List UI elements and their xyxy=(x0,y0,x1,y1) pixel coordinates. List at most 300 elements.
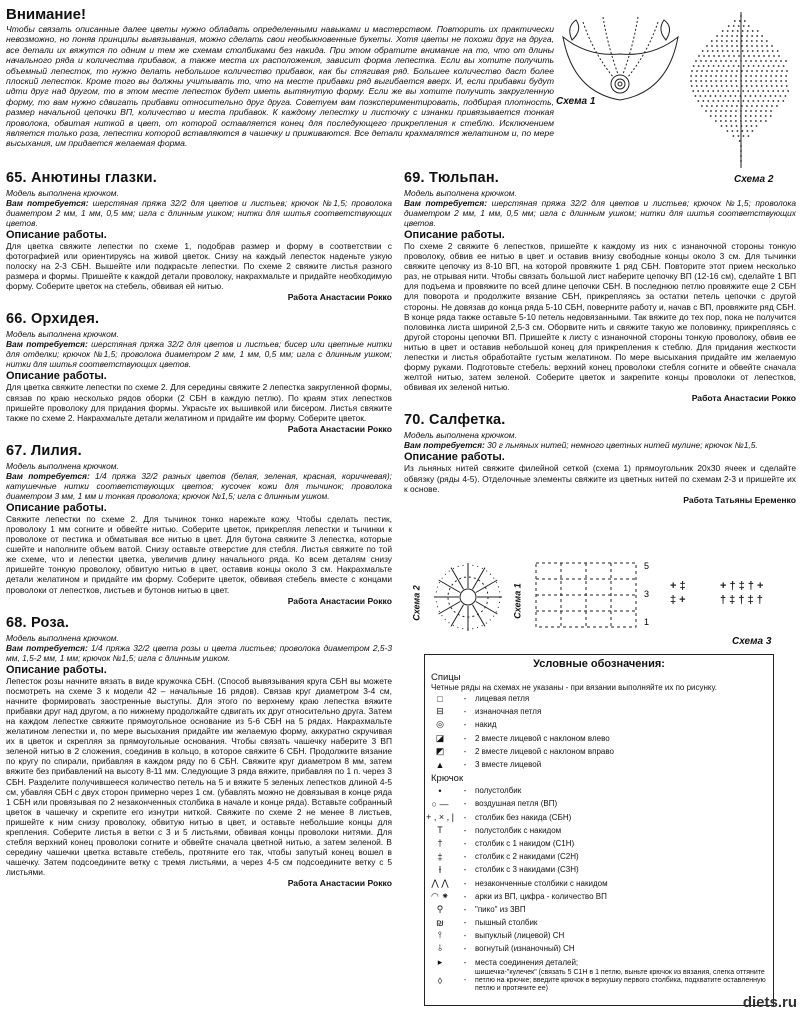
leaf-dot xyxy=(765,60,767,62)
leaf-dot xyxy=(692,90,694,92)
leaf-dot xyxy=(697,100,699,102)
crochet-label: арки из ВП, цифра - количество ВП xyxy=(475,891,607,901)
napkin-scheme-3-label: Схема 3 xyxy=(732,636,772,647)
leaf-dot xyxy=(727,30,729,32)
leaf-dot xyxy=(748,65,750,67)
legend-box xyxy=(424,654,774,1006)
leaf-dot xyxy=(755,75,757,77)
leaf-dot xyxy=(698,65,700,67)
scheme-2-motif-center xyxy=(460,589,476,605)
leaf-dots xyxy=(690,15,789,162)
leaf-dot xyxy=(733,65,735,67)
leaf-dot xyxy=(739,20,741,22)
leaf-dot xyxy=(778,65,780,67)
leaf-dot xyxy=(720,120,722,122)
leaf-dot xyxy=(716,40,718,42)
crochet-row xyxy=(425,837,773,850)
section-66-model: Модель выполнена крючком. xyxy=(6,329,119,340)
crochet-row xyxy=(425,929,773,942)
section-67-model: Модель выполнена крючком. xyxy=(6,460,119,471)
leaf-dot xyxy=(748,25,750,27)
leaf-dot xyxy=(713,55,715,57)
leaf-dot xyxy=(711,45,713,47)
leaf-dot xyxy=(751,85,753,87)
leaf-dot xyxy=(695,60,697,62)
leaf-dot xyxy=(742,50,744,52)
leaf-dot xyxy=(746,125,748,127)
leaf-dot xyxy=(785,60,787,62)
crochet-row xyxy=(425,797,773,810)
section-67-credit: Работа Анастасии Рокко xyxy=(287,595,392,606)
leaf-dot xyxy=(747,100,749,102)
leaf-dot xyxy=(786,70,788,72)
leaf-dot xyxy=(712,90,714,92)
section-69-model: Модель выполнена крючком. xyxy=(404,188,517,198)
leaf-dot xyxy=(755,80,757,82)
section-70-title: 70. Салфетка. xyxy=(404,412,506,429)
knit-symbol-icon: ◩ xyxy=(435,745,445,756)
leaf-dot xyxy=(757,100,759,102)
leaf-dot xyxy=(757,30,759,32)
leaf-dot xyxy=(761,105,763,107)
leaf-dot xyxy=(700,80,702,82)
leaf-dot xyxy=(720,110,722,112)
leaf-dot xyxy=(756,125,758,127)
leaf-dot xyxy=(718,55,720,57)
knit-symbol-icon: ⊟ xyxy=(436,706,444,717)
crochet-symbol-icon: † xyxy=(437,838,443,849)
leaf-dot xyxy=(708,65,710,67)
right-column xyxy=(404,170,796,514)
leaf-dot xyxy=(691,85,693,87)
leaf-dot xyxy=(706,105,708,107)
leaf-dot xyxy=(773,65,775,67)
leaf-dot xyxy=(757,50,759,52)
dash: - xyxy=(463,957,467,967)
leaf-dot xyxy=(735,80,737,82)
leaf-dot xyxy=(721,40,723,42)
leaf-dot xyxy=(721,105,723,107)
section-70-work-heading: Описание работы. xyxy=(404,451,505,464)
svg-text:+ † ‡ † +: + † ‡ † + xyxy=(720,580,764,592)
section-65-credit: Работа Анастасии Рокко xyxy=(287,292,392,303)
leaf-dot xyxy=(726,105,728,107)
leaf-dot xyxy=(716,35,718,37)
leaf-dot xyxy=(716,105,718,107)
leaf-dot xyxy=(775,80,777,82)
crochet-label: шишечка-"кулечек" (связать 5 С1Н в 1 петлю, выньте крючок из вязания, слегка оттяните петлю на крючке; введите крючок в верхушку первого столбика, подхватите оставленную петлю и протяните ее) xyxy=(475,968,766,992)
section-66-credit: Работа Анастасии Рокко xyxy=(287,423,392,434)
crochet-row xyxy=(425,916,773,929)
leaf-dot xyxy=(766,45,768,47)
leaf-dot xyxy=(726,40,728,42)
section-65-model: Модель выполнена крючком. xyxy=(6,188,119,198)
leaf-dot xyxy=(747,50,749,52)
leaf-dot xyxy=(732,130,734,132)
section-65-materials: Вам потребуется: шерстяная пряжа 32/2 для цветов и листьев; крючок №1,5; проволока диаметром 2 мм, 1 мм, 0,5 мм; игла с длинным ушком; нитки для шитья соответствующих цветов. xyxy=(6,198,392,228)
leaf-dot xyxy=(762,100,764,102)
crochet-label: вогнутый (изнаночный) СН xyxy=(475,944,575,954)
dash: - xyxy=(463,733,467,743)
knit-label: лицевая петля xyxy=(475,694,530,704)
crochet-label: выпуклый (лицевой) СН xyxy=(475,931,565,941)
leaf-dot xyxy=(736,35,738,37)
crochet-row xyxy=(425,903,773,916)
section-70-credit: Работа Татьяны Еременко xyxy=(683,494,796,505)
leaf-dot xyxy=(736,45,738,47)
leaf-dot xyxy=(737,50,739,52)
leaf-dot xyxy=(745,95,747,97)
leaf-dot xyxy=(785,80,787,82)
section-67-title: 67. Лилия. xyxy=(6,442,82,459)
leaf-dot xyxy=(715,110,717,112)
leaf-dot xyxy=(746,40,748,42)
leaf-dot xyxy=(781,85,783,87)
leaf-dot xyxy=(746,105,748,107)
crochet-symbol-icon: ○ — xyxy=(431,798,449,809)
leaf-dot xyxy=(730,110,732,112)
svg-text:+ ‡: + ‡ xyxy=(670,580,686,592)
section-70-model: Модель выполнена крючком. xyxy=(404,430,517,441)
crochet-symbol-icon: T xyxy=(437,825,443,836)
leaf-dot xyxy=(760,75,762,77)
leaf-dot xyxy=(716,70,718,72)
leaf-dot xyxy=(747,90,749,92)
leaf-dot xyxy=(771,105,773,107)
legend-crochet-group: Крючок xyxy=(431,773,464,785)
section-68-materials: Вам потребуется: 1/4 пряжа 32/2 цвета розы и цвета листьев; проволока диаметром 2,5-3 мм, 1,5-2 мм, 1 мм; крючок №1,5; игла с длинным ушком. xyxy=(6,642,392,663)
leaf-dot xyxy=(711,85,713,87)
leaf-dot xyxy=(778,55,780,57)
crochet-label: воздушная петля (ВП) xyxy=(475,799,558,809)
leaf-dot xyxy=(707,100,709,102)
leaf-dot xyxy=(710,80,712,82)
leaf-dot xyxy=(748,55,750,57)
svg-text:‡ +: ‡ + xyxy=(670,594,686,606)
knit-symbol-icon: ◎ xyxy=(436,719,444,730)
crochet-label: незаконченные столбики с накидом xyxy=(475,878,608,888)
leaf-dot xyxy=(761,85,763,87)
leaf-dot xyxy=(696,70,698,72)
knit-label: 3 вместе лицевой xyxy=(475,760,542,770)
leaf-dot xyxy=(766,40,768,42)
leaf-dot xyxy=(745,75,747,77)
leaf-dot xyxy=(730,115,732,117)
leaf-dot xyxy=(752,90,754,92)
crochet-label: столбик без накида (СБН) xyxy=(475,812,572,822)
dash: - xyxy=(463,825,467,835)
leaf-dot xyxy=(723,55,725,57)
dash: - xyxy=(463,976,467,984)
leaf-dot xyxy=(712,100,714,102)
leaf-dot xyxy=(765,95,767,97)
leaf-dot xyxy=(736,125,738,127)
scheme-2-label: Схема 2 xyxy=(734,174,774,185)
leaf-dot xyxy=(706,70,708,72)
leaf-dot xyxy=(720,115,722,117)
legend-crochet-list xyxy=(425,784,773,993)
leaf-dot xyxy=(732,100,734,102)
leaf-dot xyxy=(730,60,732,62)
leaf-dot xyxy=(720,60,722,62)
leaf-dot xyxy=(760,80,762,82)
leaf-dot xyxy=(776,85,778,87)
leaf-dot xyxy=(695,80,697,82)
leaf-dot xyxy=(767,90,769,92)
scheme-1-label: Схема 1 xyxy=(556,96,596,107)
crochet-row xyxy=(425,824,773,837)
knit-row xyxy=(425,732,773,745)
leaf-dot xyxy=(747,130,749,132)
leaf-dot xyxy=(777,90,779,92)
knit-label: 2 вместе лицевой с наклоном влево xyxy=(475,733,610,743)
leaf-dot xyxy=(734,20,736,22)
leaf-dot xyxy=(752,130,754,132)
leaf-dot xyxy=(712,50,714,52)
leaf-dot xyxy=(758,65,760,67)
leaf-dot xyxy=(745,60,747,62)
dash: - xyxy=(463,878,467,888)
leaf-dot xyxy=(736,105,738,107)
dash: - xyxy=(463,720,467,730)
dash: - xyxy=(463,931,467,941)
leaf-dot xyxy=(765,75,767,77)
leaf-dot xyxy=(745,115,747,117)
leaf-dot xyxy=(718,65,720,67)
leaf-dot xyxy=(716,85,718,87)
crochet-symbol-icon: ₪ xyxy=(436,917,444,928)
crochet-row xyxy=(425,850,773,863)
crochet-symbol-icon: ⫰ xyxy=(438,943,442,954)
scheme-3-num-3: 3 xyxy=(644,589,650,599)
leaf-dot xyxy=(777,100,779,102)
crochet-symbol-icon: ◠ ⁕ xyxy=(431,890,449,901)
leaf-dot xyxy=(763,55,765,57)
leaf-dot xyxy=(756,45,758,47)
leaf-dot xyxy=(723,65,725,67)
leaf-dot xyxy=(739,140,741,142)
crochet-label: полустолбик с накидом xyxy=(475,825,562,835)
leaf-dot xyxy=(725,80,727,82)
knit-label: изнаночная петля xyxy=(475,707,542,717)
leaf-dot xyxy=(771,85,773,87)
leaf-dot xyxy=(785,75,787,77)
section-69-title: 69. Тюльпан. xyxy=(404,170,500,186)
center-ring xyxy=(611,75,629,93)
crochet-row xyxy=(425,890,773,903)
leaf-dot xyxy=(770,115,772,117)
leaf-dot xyxy=(738,65,740,67)
leaf-dot xyxy=(715,80,717,82)
leaf-dot xyxy=(690,80,692,82)
scheme-3-num-5: 5 xyxy=(644,561,650,571)
leaf-dot xyxy=(763,65,765,67)
section-68-work-text: Лепесток розы начните вязать в виде кружочка СБН. (Способ вывязывания круга СБН вы можете посмотреть на схеме 3 к модели 42 – начальные 16 рядов). Связав круг диаметром 3-4 см, начните формировать заостренные выступы. Для этого по верхнему краю лепестка вяжите прибавки друг над другом, а по нижнему продолжайте сдвигать их друг относительно друга. Затем на каждом лепестке свяжите прямоугольное основание из 5-6 СБН на 5 рядах. Накрахмальте желатином лепестки и, по мере высыхания придайте им желаемую форму, аккуратно скручивая их в цветок и скрепляя за прямоугольные основания. Чтобы связать чашечку наберите 3 ВП зеленой нитью в 2 сложения, соединив в кольцо, в которое свяжите 6 СБН. Продолжите вязание по кругу по спирали, прибавляя в каждом ряду по 6 СБН. Свяжите круг диаметром 8 мм, затем вяжите без прибавлений на высоту 8-11 мм. Следующие 3 ряда вяжите, прибавляя по 1 п. через 3 СБН. Разделите получившееся количество петель на 5 и вяжите 5 зеленых лепестков длиной 4-5 см, убавляя СБН с двух сторон примерно через 1 см. (убавлять можно не довязывая в конце ряда 1 СБН или провязывая по 2 незаконченных столбика в начале и конце ряда). Вставьте собранный цветок в чашечку и скрепите его изнутри ниткой. Свяжите по схеме 2 не менее 8 листьев, пришейте к ним снизу проволоку, обвитую нитью в цвет, и оставьте небольшие концы для крепления. Соберите листья в ветки с 3 и 5 листьями, обвивая концы проволоки нитями. Для стебля верхний конец проволоки согните и обвейте сначала цветной нитью, а затем зеленой. В середину чашечки цветка вставьте стебель, протяните его так, чтобы запутый конец вошел в чашечку. Затем подсоедините ветку с тремя листьями, а через 4-5 см подсоедините ветку с 5 листьями. xyxy=(6,675,392,878)
legend-title: Условные обозначения: xyxy=(533,658,665,670)
section-65-work-heading: Описание работы. xyxy=(6,229,107,241)
leaf-dot xyxy=(707,50,709,52)
leaf-dot xyxy=(762,90,764,92)
dash: - xyxy=(463,904,467,914)
motif-ray xyxy=(439,580,461,593)
leaf-dot xyxy=(725,120,727,122)
section-65-work-text: Для цветка свяжите лепестки по схеме 1, подобрав размер и форму в соответствии с фотографией или ориентируясь на живой цветок. Снизу на каждый лепесток наденьте узкую полоску на 2-3 СБН. Вышейте или подкрасьте лепестки. По схеме 2 свяжите листья разного размера и формы. Пришейте к каждой детали проволоку, накрахмальте и придайте необходимую форму. Соберите цветок на стебель, обвивая ей нитью. xyxy=(6,241,392,292)
leaf-dot xyxy=(721,45,723,47)
leaf-dot xyxy=(703,65,705,67)
leaf-dot xyxy=(780,80,782,82)
leaf-dot xyxy=(700,75,702,77)
leaf-dot xyxy=(781,70,783,72)
leaf-dot xyxy=(755,95,757,97)
crochet-label: столбик с 2 накидами (С2Н) xyxy=(475,852,579,862)
dash: - xyxy=(463,918,467,928)
leaf-dot xyxy=(706,45,708,47)
leaf-dot xyxy=(721,35,723,37)
leaf-dot xyxy=(708,55,710,57)
leaf-dot xyxy=(737,90,739,92)
leaf-dot xyxy=(783,65,785,67)
leaf-dot xyxy=(760,110,762,112)
leaf-dot xyxy=(711,70,713,72)
leaf-dot xyxy=(755,120,757,122)
leaf-dot xyxy=(745,80,747,82)
leaf-dot xyxy=(761,35,763,37)
motif-ray xyxy=(473,605,486,627)
leaf-dot xyxy=(775,60,777,62)
leaf-dot xyxy=(727,100,729,102)
leaf-dot xyxy=(703,55,705,57)
section-66-work-text: Для цветка свяжите лепестки по схеме 2. Для середины свяжите 2 лепестка закругленной формы, связав по краю несколько рядов оборки (2 СБН в каждую петлю). По краям этих лепестков пришейте проволоку для придания формы. Украсьте их вышивкой или бисером. Листья свяжите также по схеме 2. Накрахмальте детали желатином и придайте им форму. Соберите цветок. xyxy=(6,382,392,423)
crochet-symbol-icon: ⫯ xyxy=(438,930,442,941)
attention-title: Внимание! xyxy=(6,6,86,23)
leaf-dot xyxy=(762,50,764,52)
leaf-dot xyxy=(690,75,692,77)
leaf-dot xyxy=(705,60,707,62)
leaf-dot xyxy=(710,60,712,62)
leaf-dot xyxy=(735,110,737,112)
knit-row xyxy=(425,705,773,718)
leaf-dot xyxy=(698,55,700,57)
leaf-dot xyxy=(772,100,774,102)
leaf-dot xyxy=(731,70,733,72)
leaf-dot xyxy=(760,95,762,97)
section-69-work-heading: Описание работы. xyxy=(404,229,505,241)
leaf-dot xyxy=(722,90,724,92)
section-68-work-heading: Описание работы. xyxy=(6,663,107,676)
leaf-dot xyxy=(730,95,732,97)
leaf-dot xyxy=(753,65,755,67)
leaf-dot xyxy=(717,100,719,102)
leaf-dot xyxy=(730,120,732,122)
section-68-model: Модель выполнена крючком. xyxy=(6,632,119,643)
crochet-label: столбик с 3 накидами (С3Н) xyxy=(475,865,579,875)
leaf-dot xyxy=(707,90,709,92)
crochet-symbol-icon: ◊ xyxy=(437,975,443,986)
leaf-dot xyxy=(726,125,728,127)
leaf-dot xyxy=(750,95,752,97)
leaf-dot xyxy=(710,110,712,112)
leaf-dot xyxy=(755,115,757,117)
leaf-dot xyxy=(750,75,752,77)
section-65-title: 65. Анютины глазки. xyxy=(6,170,157,186)
leaf-dot xyxy=(750,110,752,112)
leaf-dot xyxy=(746,45,748,47)
leaf-dot xyxy=(711,40,713,42)
leaf-dot xyxy=(775,75,777,77)
crochet-row xyxy=(425,942,773,955)
leaf-dot xyxy=(700,95,702,97)
dash: - xyxy=(463,812,467,822)
leaf-dot xyxy=(746,70,748,72)
napkin-scheme-1-label: Схема 1 xyxy=(512,583,523,619)
leaf-dot xyxy=(786,85,788,87)
leaf-dot xyxy=(706,85,708,87)
leaf-dot xyxy=(695,75,697,77)
leaf-dot xyxy=(756,85,758,87)
leaf-dot xyxy=(702,100,704,102)
svg-text:† ‡ † ‡ †: † ‡ † ‡ † xyxy=(720,594,763,606)
leaf-dot xyxy=(753,55,755,57)
crochet-symbol-icon: • xyxy=(438,785,442,796)
leaf-dot xyxy=(730,75,732,77)
leaf-dot xyxy=(733,55,735,57)
leaf-dot xyxy=(701,70,703,72)
knit-row xyxy=(425,745,773,758)
leaf-dot xyxy=(750,115,752,117)
leaf-dot xyxy=(767,50,769,52)
leaf-dot xyxy=(726,85,728,87)
crochet-label: полустолбик xyxy=(475,786,522,796)
leaf-dot xyxy=(755,110,757,112)
leaf-dot xyxy=(701,105,703,107)
leaf-dot xyxy=(725,60,727,62)
leaf-dot xyxy=(702,90,704,92)
crochet-row xyxy=(425,956,773,969)
leaf-dot xyxy=(696,85,698,87)
dash: - xyxy=(463,865,467,875)
dash: - xyxy=(463,852,467,862)
section-68-credit: Работа Анастасии Рокко xyxy=(287,878,392,889)
leaf-dot xyxy=(728,65,730,67)
leaf-dot xyxy=(731,85,733,87)
leaf-dot xyxy=(713,65,715,67)
leaf-dot xyxy=(735,60,737,62)
section-66-title: 66. Орхидея. xyxy=(6,311,100,328)
leaf-dot xyxy=(722,30,724,32)
leaf-dot xyxy=(746,85,748,87)
leaf-dot xyxy=(731,125,733,127)
leaf-dot xyxy=(736,40,738,42)
leaf-dot xyxy=(705,95,707,97)
scheme-1-figure xyxy=(558,12,683,107)
leaf-dot xyxy=(756,40,758,42)
leaf-dot xyxy=(743,55,745,57)
left-column xyxy=(6,170,392,897)
leaf-dot xyxy=(732,90,734,92)
leaf-dot xyxy=(780,60,782,62)
motif-ray xyxy=(451,568,464,590)
leaf-dot xyxy=(728,55,730,57)
section-69-materials: Вам потребуется: шерстяная пряжа 32/2 для цветов и листьев; крючок №1,5; проволока диаметром 2 мм, 1 мм, 0,5 мм; игла с длинным ушком; нитки для шитья соответствующих цветов. xyxy=(404,198,796,228)
leaf-dot xyxy=(750,80,752,82)
leaf-dot xyxy=(722,100,724,102)
leaf-dot xyxy=(727,90,729,92)
leaf-dot xyxy=(761,70,763,72)
leaf-dot xyxy=(777,50,779,52)
legend-knit-list xyxy=(425,692,773,771)
leaf-dot xyxy=(702,50,704,52)
leaf-dot xyxy=(736,70,738,72)
